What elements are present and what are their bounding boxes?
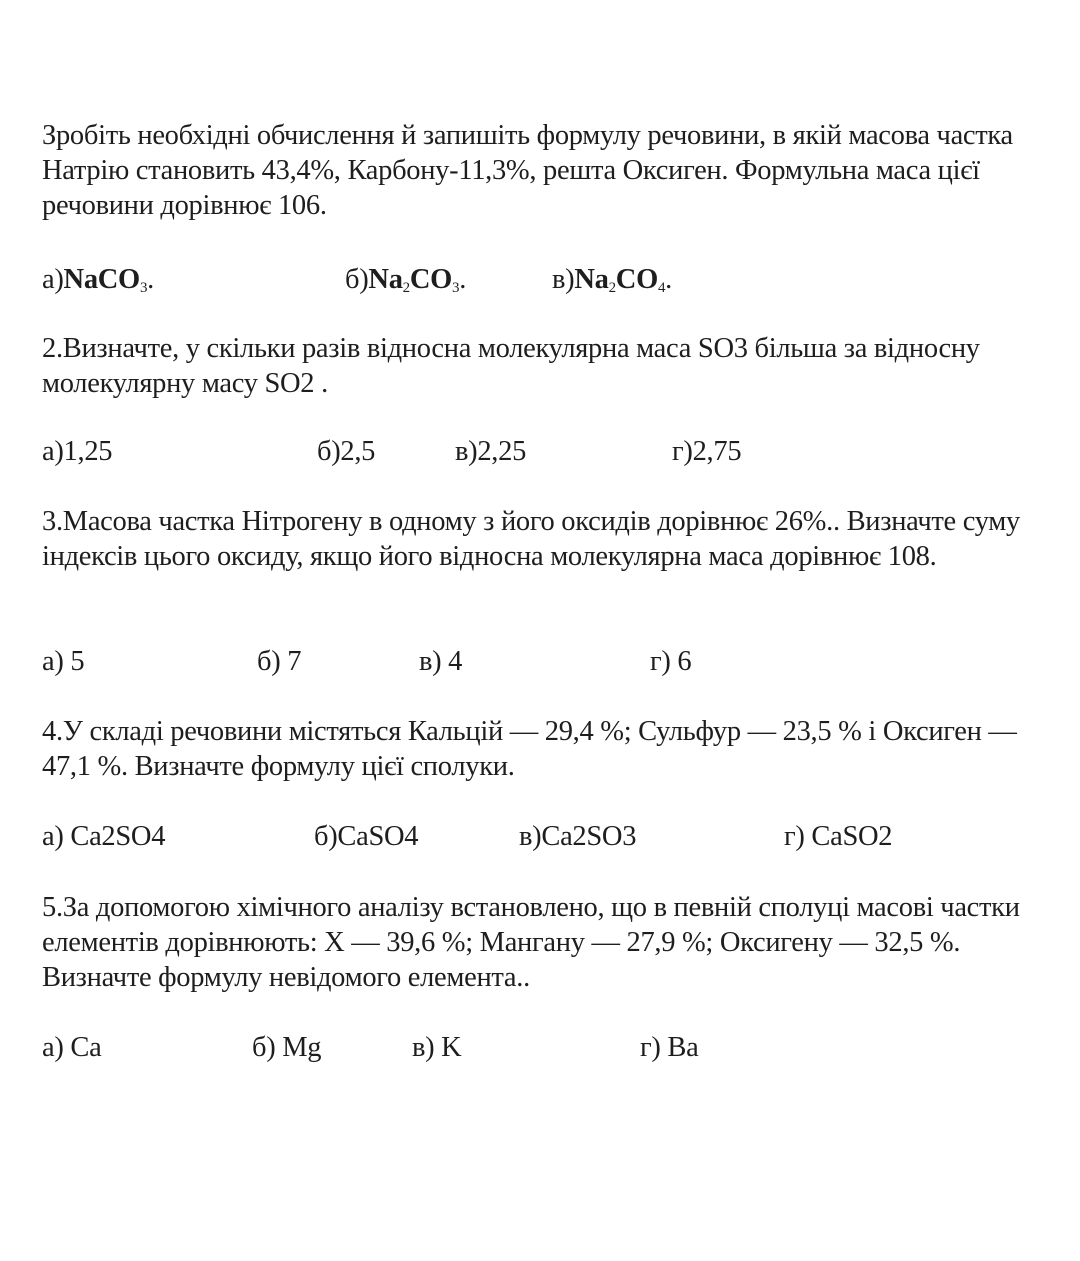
option-letter: в) <box>552 264 575 295</box>
option-value: Mg <box>275 1032 322 1063</box>
subscript: 3 <box>139 280 148 296</box>
question-4-options <box>42 819 1052 855</box>
period: . <box>459 264 467 295</box>
option-b <box>257 644 301 680</box>
option-v <box>552 262 672 302</box>
question-2-text: 2.Визначте, у скільки разів відносна молекулярна маса SO3 більша за відносну молекулярну масу SO2 . <box>42 333 980 399</box>
option-letter: б) <box>317 436 341 467</box>
option-value: Ba <box>660 1032 699 1063</box>
formula-part: Na <box>368 264 403 295</box>
question-5-options <box>42 1030 1052 1066</box>
option-value: Ca <box>63 1032 102 1063</box>
option-b <box>317 434 375 470</box>
option-g <box>650 644 691 680</box>
option-value: 5 <box>63 646 85 677</box>
option-value: 2,25 <box>477 436 527 467</box>
option-value: 4 <box>441 646 463 677</box>
subscript: 2 <box>608 280 616 296</box>
formula-part: CO <box>615 264 658 295</box>
option-letter: б) <box>257 646 281 677</box>
option-value: CaSO2 <box>804 821 893 852</box>
option-value: Ca2SO3 <box>541 821 637 852</box>
question-2-options <box>42 434 1052 470</box>
option-a <box>42 262 154 302</box>
option-value: 6 <box>670 646 692 677</box>
option-g <box>784 819 892 855</box>
question-4-text: 4.У складі речовини містяться Кальцій — 29,4 %; Сульфур — 23,5 % і Оксиген — 47,1 %. Визначте формулу цієї сполуки. <box>42 716 1017 782</box>
option-v <box>419 644 462 680</box>
option-letter: а) <box>42 646 64 677</box>
option-letter: а) <box>42 1032 64 1063</box>
option-value: 1,25 <box>63 436 113 467</box>
subscript: 3 <box>452 280 460 296</box>
option-letter: а) <box>42 436 64 467</box>
option-v <box>455 434 526 470</box>
option-letter: г) <box>672 436 693 467</box>
formula-part: Na <box>574 264 609 295</box>
question-5-text: 5.За допомогою хімічного аналізу встановлено, що в певній сполуці масові частки елементів дорівнюють: X — 39,6 %; Мангану — 27,9 %; Оксигену — 32,5 %. Визначте формулу невідомого елемента.. <box>42 892 1020 993</box>
option-letter: г) <box>640 1032 661 1063</box>
subscript: 2 <box>402 280 410 296</box>
option-letter: в) <box>519 821 542 852</box>
option-value: K <box>434 1032 462 1063</box>
option-value: 7 <box>280 646 302 677</box>
option-letter: а) <box>42 821 64 852</box>
option-g <box>672 434 741 470</box>
option-value: Ca2SO4 <box>63 821 166 852</box>
option-b <box>314 819 418 855</box>
option-a <box>42 434 112 470</box>
option-b <box>345 262 466 302</box>
option-v <box>519 819 636 855</box>
period: . <box>665 264 672 295</box>
option-a <box>42 644 84 680</box>
question-1-options <box>42 262 1052 298</box>
option-letter: в) <box>419 646 442 677</box>
period: . <box>147 264 154 295</box>
subscript: 4 <box>657 280 666 296</box>
option-a <box>42 819 165 855</box>
formula-part: CO <box>409 264 452 295</box>
option-letter: в) <box>412 1032 435 1063</box>
formula-part: NaCO <box>63 264 140 295</box>
option-letter: б) <box>314 821 338 852</box>
option-letter: в) <box>455 436 478 467</box>
option-letter: б) <box>345 264 369 295</box>
option-value: 2,75 <box>692 436 742 467</box>
option-letter: б) <box>252 1032 276 1063</box>
option-value: 2,5 <box>340 436 376 467</box>
option-value: CaSO4 <box>337 821 419 852</box>
option-letter: а) <box>42 264 64 295</box>
option-a <box>42 1030 101 1066</box>
option-v <box>412 1030 461 1066</box>
option-g <box>640 1030 698 1066</box>
question-3-options <box>42 644 1052 680</box>
question-3-text: 3.Масова частка Нітрогену в одному з його оксидів дорівнює 26%.. Визначте суму індексів цього оксиду, якщо його відносна молекулярна маса дорівнює 108. <box>42 506 1020 572</box>
option-letter: г) <box>784 821 805 852</box>
question-1-text: Зробіть необхідні обчислення й запишіть формулу речовини, в якій масова частка Натрію становить 43,4%, Карбону-11,3%, решта Оксиген. Формульна маса цієї речовини дорівнює 106. <box>42 120 1013 221</box>
option-b <box>252 1030 321 1066</box>
option-letter: г) <box>650 646 671 677</box>
